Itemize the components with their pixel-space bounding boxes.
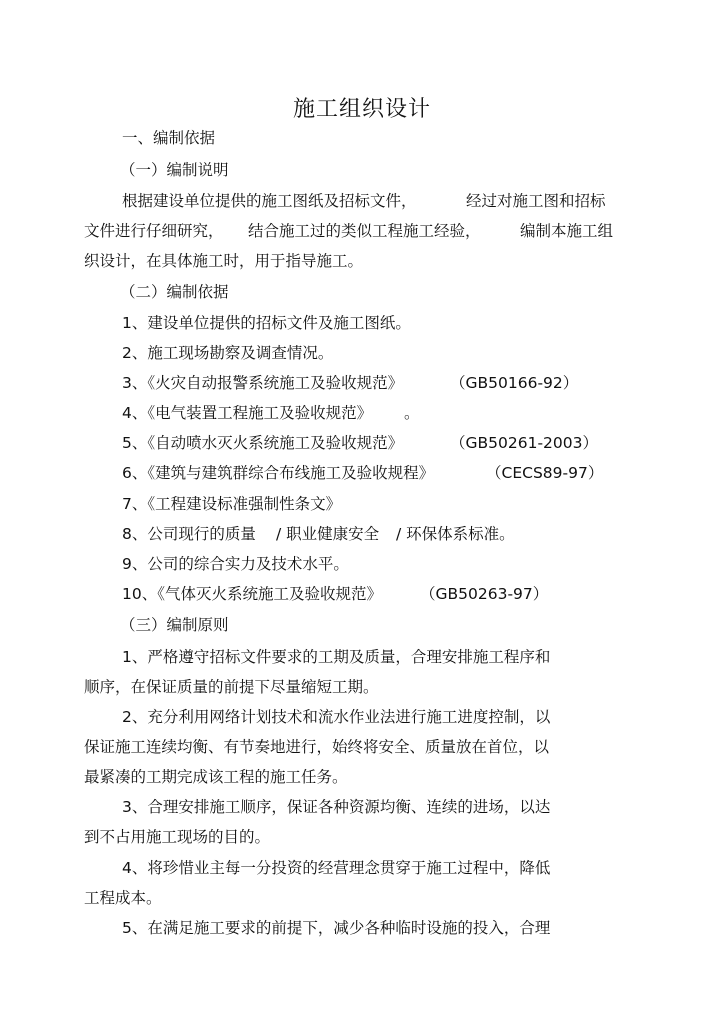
principle-line: 到不占用施工现场的目的。	[84, 828, 271, 846]
paragraph-line: 经过对施工图和招标	[466, 192, 606, 210]
basis-item: 10、《气体灭火系统施工及验收规范》	[122, 585, 382, 603]
paragraph-line: 文件进行仔细研究，	[84, 222, 224, 240]
principle-line: 最紧凑的工期完成该工程的施工任务。	[84, 768, 348, 786]
principle-line: 5、在满足施工要求的前提下，减少各种临时设施的投入，合理	[122, 919, 551, 937]
heading-section-1: 一、编制依据	[122, 129, 216, 147]
basis-item: 2、施工现场勘察及调查情况。	[122, 344, 334, 362]
paragraph-line: 织设计，在具体施工时，用于指导施工。	[84, 252, 364, 270]
principle-line: 1、严格遵守招标文件要求的工期及质量，合理安排施工程序和	[122, 648, 551, 666]
principle-line: 工程成本。	[84, 889, 162, 907]
paragraph-line: 结合施工过的类似工程施工经验，	[248, 222, 481, 240]
basis-item-code: （CECS89-97）	[486, 464, 604, 482]
basis-item: 4、《电气装置工程施工及验收规范》	[122, 404, 373, 422]
paragraph-line: 根据建设单位提供的施工图纸及招标文件，	[122, 192, 417, 210]
basis-item-code: （GB50263-97）	[420, 585, 549, 603]
principle-line: 3、合理安排施工顺序，保证各种资源均衡、连续的进场，以达	[122, 798, 551, 816]
basis-item: 8、公司现行的质量	[122, 525, 256, 543]
basis-item-code: （GB50166-92）	[450, 374, 579, 392]
principle-line: 顺序，在保证质量的前提下尽量缩短工期。	[84, 678, 379, 696]
basis-item: / 环保体系标准。	[396, 525, 515, 543]
basis-item: 5、《自动喷水灭火系统施工及验收规范》	[122, 434, 404, 452]
heading-subsection-3: （三）编制原则	[120, 616, 229, 634]
basis-item-code: （GB50261-2003）	[450, 434, 598, 452]
principle-line: 2、充分利用网络计划技术和流水作业法进行施工进度控制，以	[122, 708, 551, 726]
basis-item: 7、《工程建设标准强制性条文》	[122, 495, 342, 513]
paragraph-line: 编制本施工组	[520, 222, 614, 240]
basis-item: 6、《建筑与建筑群综合布线施工及验收规程》	[122, 464, 435, 482]
principle-line: 4、将珍惜业主每一分投资的经营理念贯穿于施工过程中，降低	[122, 859, 551, 877]
page-title: 施工组织设计	[292, 97, 431, 122]
basis-item: 1、建设单位提供的招标文件及施工图纸。	[122, 314, 411, 332]
heading-subsection-1: （一）编制说明	[120, 161, 229, 179]
basis-item-code: 。	[404, 404, 420, 422]
basis-item: / 职业健康安全	[276, 525, 380, 543]
principle-line: 保证施工连续均衡、有节奏地进行，始终将安全、质量放在首位，以	[84, 738, 550, 756]
basis-item: 9、公司的综合实力及技术水平。	[122, 555, 349, 573]
heading-subsection-2: （二）编制依据	[120, 283, 229, 301]
basis-item: 3、《火灾自动报警系统施工及验收规范》	[122, 374, 404, 392]
